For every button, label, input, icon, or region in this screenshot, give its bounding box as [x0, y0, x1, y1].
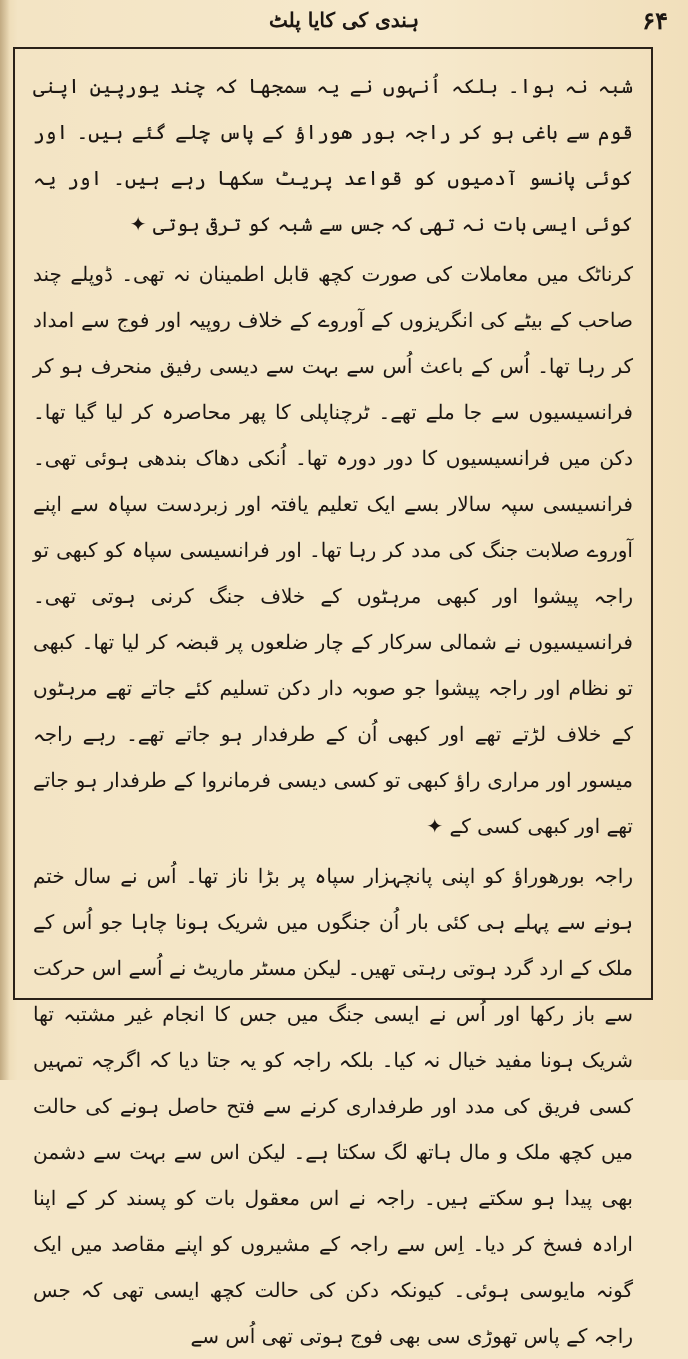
paragraph-2: کرناٹک میں معاملات کی صورت کچھ قابل اطمینان نہ تھی۔ ڈوپلے چند صاحب کے بیٹے کی انگریزوں کے آوروے کے خلاف روپیہ اور فوج سے امداد کر رہا تھا۔ اُس کے باعث اُس سے بہت سے دیسی رفیق منحرف ہو کر فرانسیسیوں سے جا ملے تھے۔ ٹرچناپلی کا پھر محاصرہ کر لیا گیا تھا۔ دکن میں فرانسیسیوں کا دور دورہ تھا۔ اُنکی دھاک بندھی ہوئی تھی۔ فرانسیسی سپہ سالار بسے ایک تعلیم یافتہ اور زبردست سپاہ سے اپنے آوروے صلابت جنگ کی مدد کر رہا تھا۔ اور فرانسیسی سپاہ کو کبھی تو راجہ پیشوا اور کبھی مرہٹوں کے خلاف جنگ کرنی ہوتی تھی۔ فرانسیسیوں نے شمالی سرکار کے چار ضلعوں پر قبضہ کر لیا تھا۔ کبھی تو نظام اور راجہ پیشوا جو صوبہ دار دکن تسلیم کئے جاتے تھے مرہٹوں کے خلاف لڑتے تھے اور کبھی اُن کے طرفدار ہو جاتے تھے۔ رہے راجہ میسور اور مراری راؤ کبھی تو کسی دیسی فرمانروا کے طرفدار ہو جاتے تھے اور کبھی کسی کے ✦: [33, 262, 633, 838]
text-frame: [13, 47, 653, 1348]
page-number: ۶۴: [642, 6, 668, 35]
paragraph-1: شبہ نہ ہوا۔ بلکہ اُنہوں نے یہ سمجھا کہ چند یورپین اپنی قوم سے باغی ہو کر راجہ بور ھوراؤ کے پاس چلے گئے ہیں۔ اور کوئی پانسو آدمیوں کو قواعد پریٹ سکھا رہے ہیں۔ اور یہ کوئی ایسی بات نہ تھی کہ جس سے شبہ کو ترقی ہوتی ✦: [33, 74, 633, 236]
page-spine-shadow: [0, 0, 10, 1080]
running-title: ہندی کی کایا پلٹ: [268, 8, 420, 32]
body-text: [33, 63, 633, 1359]
page-header: [14, 6, 674, 40]
paragraph-3: راجہ بورھوراؤ کو اپنی پانچہزار سپاہ پر بڑا ناز تھا۔ اُس نے سال ختم ہونے سے پہلے ہی کئی بار اُن جنگوں میں شریک ہونا چاہا جو اُس کے ملک کے ارد گرد ہوتی رہتی تھیں۔ لیکن مسٹر ماریٹ نے اُسے اس حرکت سے باز رکھا اور اُس نے ایسی جنگ میں جس کا انجام غیر مشتبہ تھا شریک ہونا مفید خیال نہ کیا۔ بلکہ راجہ کو یہ جتا دیا کہ اگرچہ تمہیں کسی فریق کی مدد اور طرفداری کرنے سے فتح حاصل ہونے کی حالت میں کچھ ملک و مال ہاتھ لگ سکتا ہے۔ لیکن اس سے بہت سے دشمن بھی پیدا ہو سکتے ہیں۔ راجہ نے اس معقول بات کو پسند کر کے اپنا ارادہ فسخ کر دیا۔ اِس سے راجہ کے مشیروں کو اپنے مقاصد میں ایک گونہ مایوسی ہوئی۔ کیونکہ دکن کی حالت کچھ ایسی تھی کہ جس راجہ کے پاس تھوڑی سی بھی فوج ہوتی تھی اُس سے: [33, 864, 633, 1348]
